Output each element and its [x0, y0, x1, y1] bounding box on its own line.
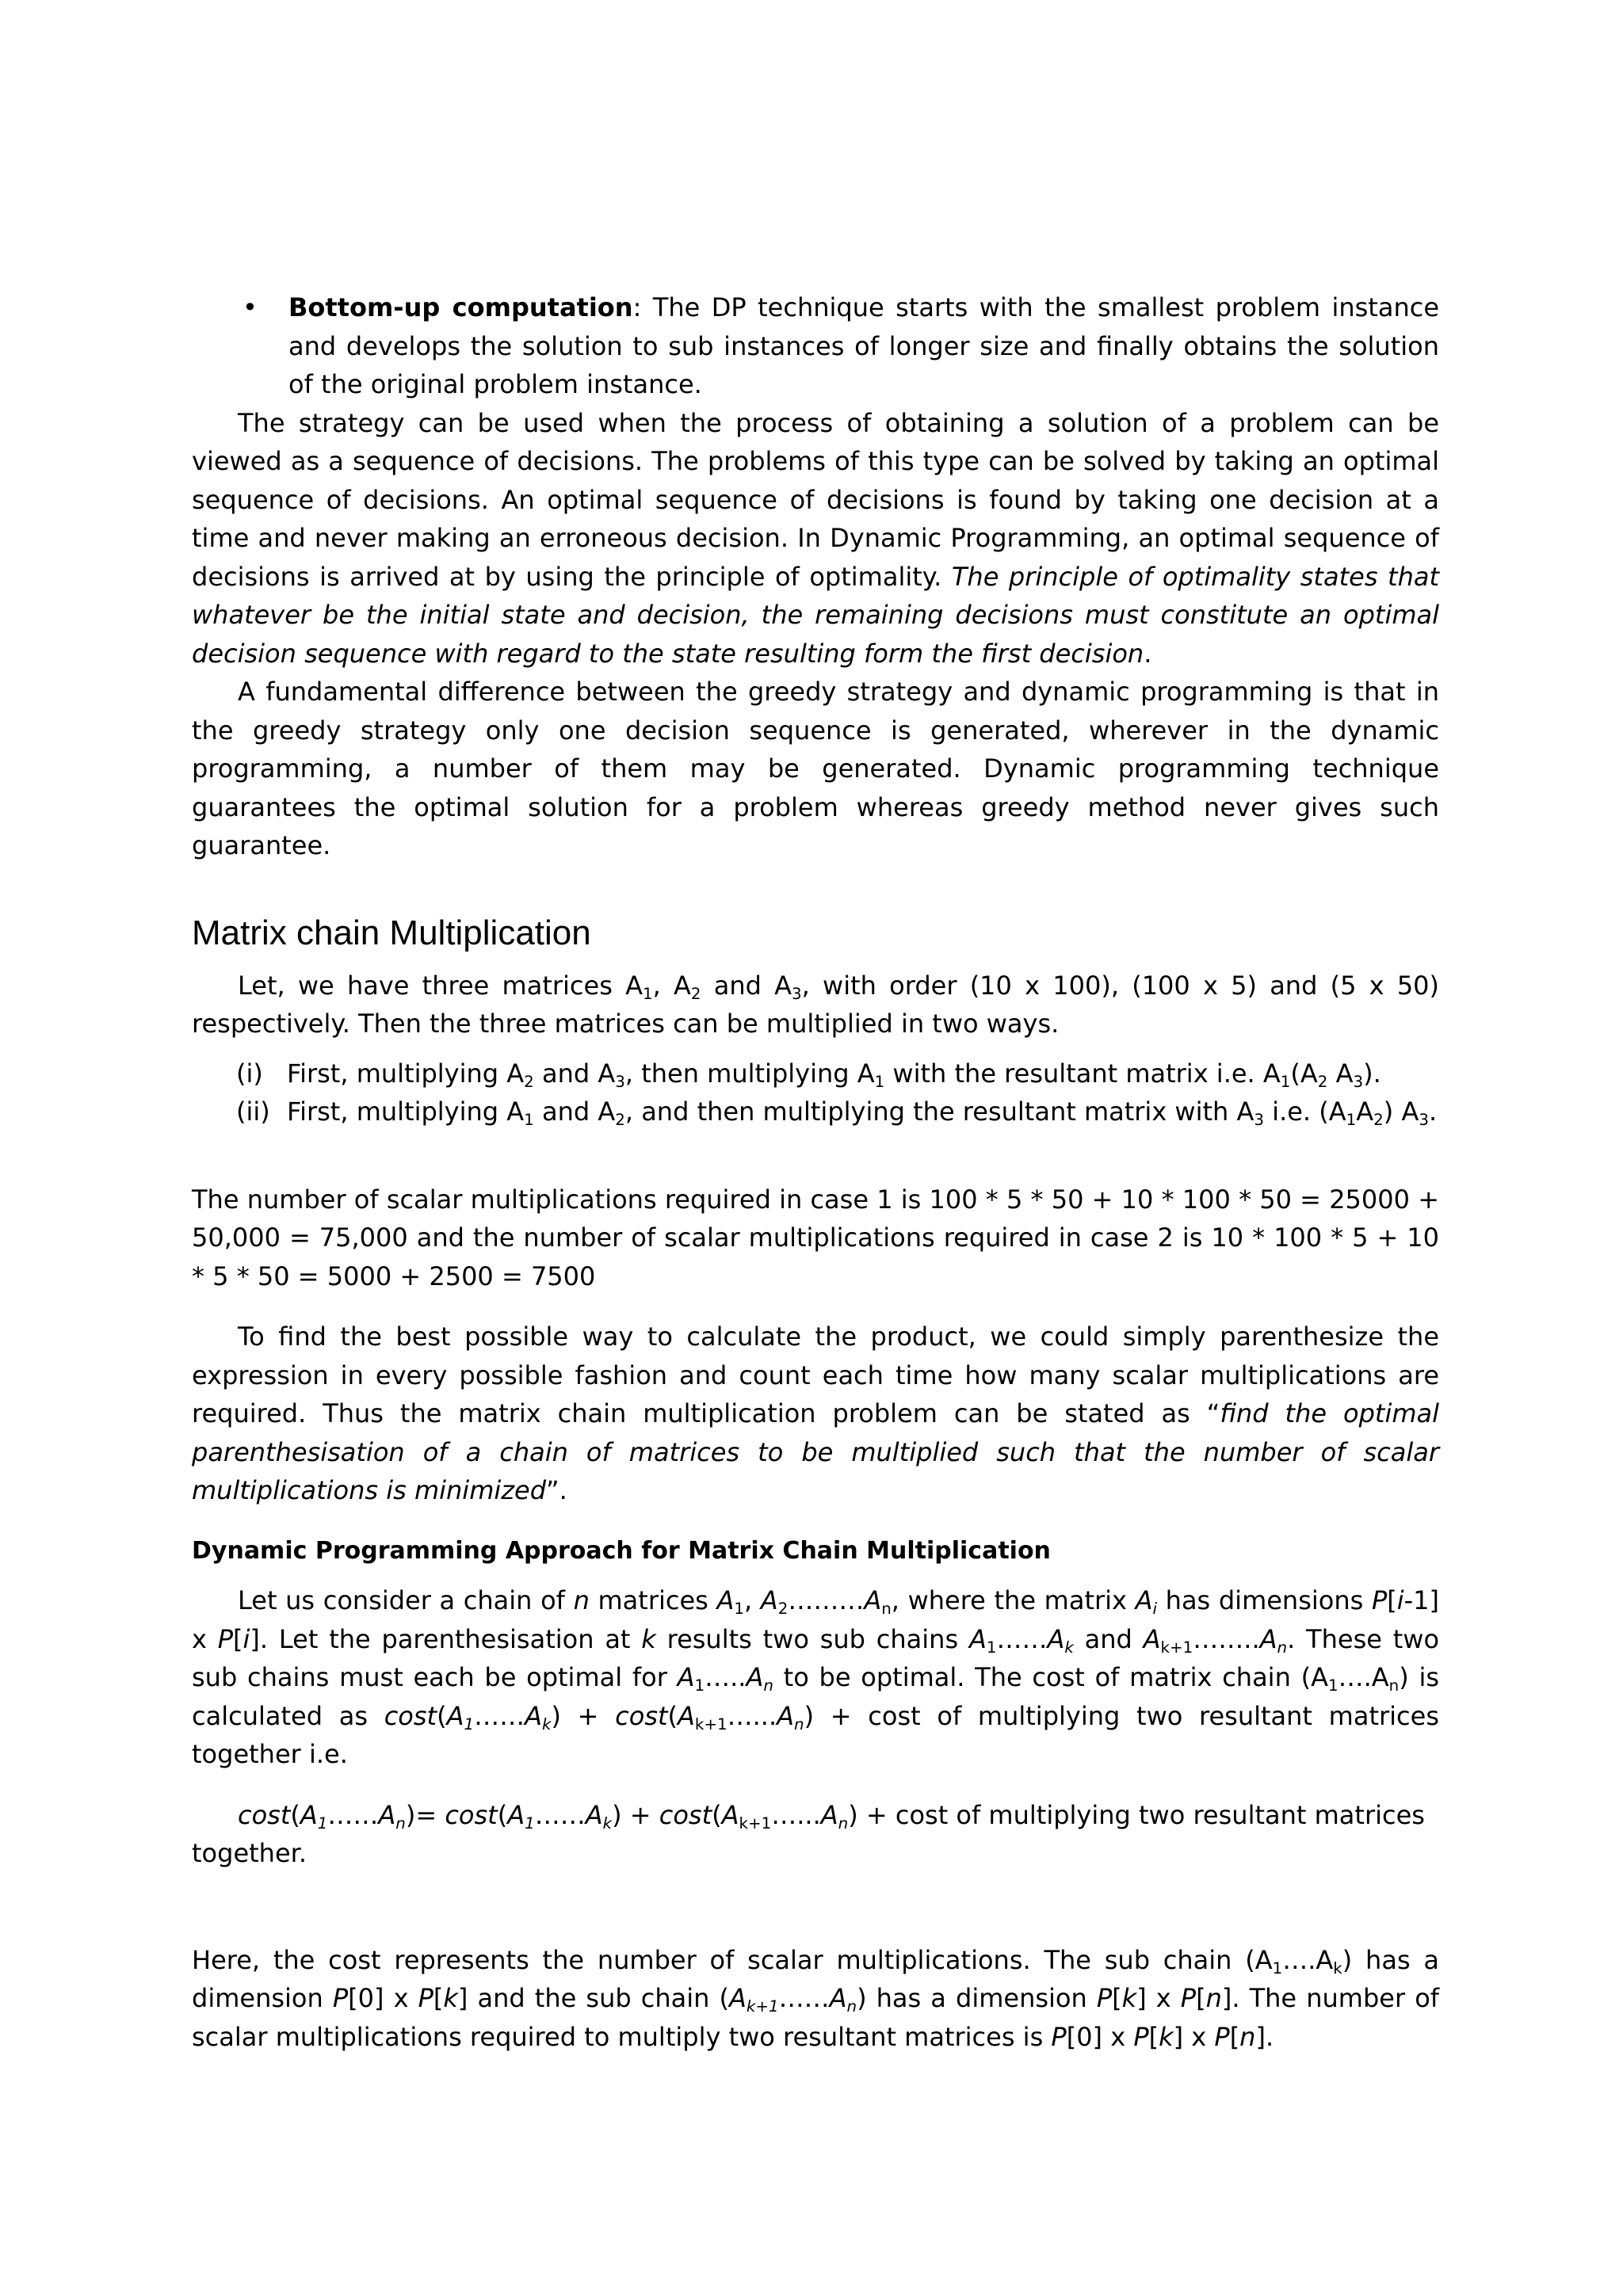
sub: 1: [734, 1599, 744, 1618]
text: . These two sub chains must each be optimal for: [192, 1623, 1440, 1692]
text: -1] x: [192, 1585, 1440, 1654]
sub: 1: [694, 1676, 705, 1695]
paragraph-scalar-count: The number of scalar multiplications required in case 1 is 100 * 5 * 50 + 10 * 100 * 50 = 25000 + 50,000 = 75,000 and the number of scalar multiplications required in case 2 is 10 * 100 * 5 + 10 * 5 * 50 = 5000 + 2500 = 7500: [192, 1184, 1439, 1291]
bullet-icon: •: [242, 292, 258, 322]
text: has dimensions: [1157, 1585, 1372, 1615]
text: , where the matrix: [891, 1585, 1136, 1615]
text: (: [437, 1700, 447, 1731]
text: [: [1387, 1585, 1397, 1615]
sub: 3: [1353, 1072, 1364, 1091]
var: A: [446, 1700, 464, 1731]
var: A: [378, 1799, 396, 1830]
var: P: [1133, 2021, 1149, 2052]
var: i: [242, 1623, 250, 1654]
page-content: [192, 288, 1439, 2056]
paragraph-dp-approach: [192, 1581, 1439, 1774]
text: (: [712, 1799, 722, 1830]
text: matrices: [589, 1585, 717, 1615]
text: results two sub chains: [655, 1623, 969, 1654]
sub: 2: [777, 1599, 789, 1618]
principle-of-optimality-text: The principle of optimality states that whatever be the initial state and decision, the remaining decisions must constitute an optimal decision sequence with regard to the state resulting form the first decision: [192, 561, 1440, 669]
var: A: [864, 1585, 882, 1615]
text: [: [1229, 2021, 1240, 2052]
var: P: [1096, 1983, 1113, 2013]
text: , A: [652, 970, 691, 1001]
sub: k: [1064, 1638, 1074, 1657]
text: , and then multiplying the resultant matrix with A: [624, 1097, 1254, 1127]
var: A: [729, 1983, 747, 2013]
paragraph-text: The strategy can be used when the process of obtaining a solution of a problem can be viewed as a sequence of decisions. The problems of this type can be solved by taking an optimal sequence of decisions. An optimal sequence of decisions is found by taking one decision at a time and never making an erroneous decision. In Dynamic Programming, an optimal sequence of decisions is arrived at by using the principle of optimality.: [192, 407, 1439, 592]
var: P: [1371, 1585, 1388, 1615]
sub: 1: [1327, 1676, 1338, 1695]
list-number: (i): [236, 1058, 263, 1089]
text: A: [1371, 1662, 1389, 1692]
var: P: [1051, 2021, 1067, 2052]
text: , then multiplying A: [624, 1058, 875, 1089]
var: P: [418, 1983, 433, 2013]
sub: i: [1152, 1599, 1158, 1618]
sub: 2: [1373, 1110, 1384, 1129]
text: [: [1112, 1983, 1122, 2013]
var: A: [525, 1700, 542, 1731]
sub: 1: [524, 1110, 534, 1129]
sub: 2: [1317, 1072, 1328, 1091]
text: and A: [533, 1058, 616, 1089]
sub: 3: [792, 984, 802, 1003]
var: A: [760, 1585, 778, 1615]
text: .: [1428, 1097, 1438, 1127]
text: ]. The number of scalar multiplications required to multiply two resultant matrices is: [192, 1983, 1440, 2052]
text: A: [1316, 1944, 1334, 1975]
var: A: [820, 1799, 838, 1830]
paragraph-end: .: [1144, 638, 1152, 669]
bullet-text: : The DP technique starts with the smallest problem instance and develops the solution to sub instances of longer size and finally obtains the solution of the original problem instance.: [288, 292, 1440, 399]
var: A: [678, 1700, 695, 1731]
text: Let us consider a chain of: [238, 1585, 574, 1615]
var: A: [716, 1585, 735, 1615]
sub: 3: [1419, 1110, 1429, 1129]
paragraph-cost-meaning: [192, 1941, 1439, 2057]
text: First, multiplying A: [287, 1097, 525, 1127]
paragraph-intro: [192, 967, 1439, 1043]
var: A: [300, 1799, 318, 1830]
sub: n: [794, 1714, 804, 1733]
problem-statement-text: find the optimal parenthesisation of a chain of matrices to be multiplied such that the number of scalar multiplications is minimized: [192, 1398, 1440, 1505]
text: …...: [727, 1700, 777, 1731]
text: …..: [705, 1662, 747, 1692]
text: ) A: [1383, 1097, 1419, 1127]
list-item: [192, 1055, 1439, 1093]
ways-list: [192, 1055, 1439, 1131]
sub: 1: [642, 984, 653, 1003]
text: ) + cost of multiplying two resultant matrices together.: [192, 1799, 1425, 1868]
var: P: [217, 1623, 234, 1654]
var: A: [746, 1662, 764, 1692]
var: A: [1135, 1585, 1153, 1615]
var: A: [1259, 1623, 1277, 1654]
paragraph-greedy-vs-dp: A fundamental difference between the greedy strategy and dynamic programming is that in the greedy strategy only one decision sequence is generated, wherever in the dynamic programming, a number of them may be generated. Dynamic programming technique guarantees the optimal solution for a problem whereas greedy method never gives such guarantee.: [192, 677, 1439, 860]
sub: 2: [524, 1072, 534, 1091]
list-item: [192, 1093, 1439, 1131]
text: and: [1073, 1623, 1144, 1654]
sub: n: [395, 1814, 406, 1833]
sub: n: [881, 1599, 892, 1618]
text: and A: [701, 970, 792, 1001]
sub: 1: [525, 1814, 535, 1833]
sub: 3: [1254, 1110, 1264, 1129]
text: ….: [1282, 1944, 1316, 1975]
var: A: [1047, 1623, 1065, 1654]
var: k: [1121, 1983, 1137, 2013]
text: ……: [996, 1623, 1048, 1654]
text: [: [1148, 2021, 1159, 2052]
subsection-heading: Dynamic Programming Approach for Matrix Chain Multiplication: [192, 1536, 1051, 1565]
text: ……: [778, 1983, 830, 2013]
sub: 1: [464, 1714, 475, 1733]
text: …...: [771, 1799, 821, 1830]
var: A: [829, 1983, 847, 2013]
sub: 1: [874, 1072, 885, 1091]
sub: n: [1388, 1676, 1400, 1695]
sub: 1: [1272, 1958, 1283, 1978]
sub: 1: [317, 1814, 328, 1833]
sub: k+1: [746, 1997, 779, 2016]
text: i.e. (A: [1264, 1097, 1346, 1127]
text: (: [497, 1799, 508, 1830]
var: A: [1143, 1623, 1161, 1654]
text: [: [433, 1983, 444, 2013]
text: [: [233, 1623, 243, 1654]
var: P: [1180, 1983, 1197, 2013]
var: n: [573, 1585, 590, 1615]
sub: k+1: [694, 1714, 727, 1733]
text: [0] x: [1066, 2021, 1134, 2052]
text: ] x: [1173, 2021, 1215, 2052]
text: ]: [250, 1623, 260, 1654]
text: First, multiplying A: [287, 1058, 525, 1089]
sub: k+1: [1160, 1638, 1193, 1657]
text: A: [1356, 1097, 1374, 1127]
text: Let, we have three matrices A: [238, 970, 643, 1001]
text: )=: [405, 1799, 445, 1830]
text: is calculated as: [192, 1662, 1440, 1731]
var: i: [1396, 1585, 1404, 1615]
text: ……: [534, 1799, 586, 1830]
var: A: [968, 1623, 987, 1654]
text: (: [290, 1799, 300, 1830]
text: A: [1311, 1662, 1328, 1692]
text: ,: [743, 1585, 761, 1615]
text: ) has a dimension: [857, 1983, 1097, 2013]
var: A: [721, 1799, 739, 1830]
sub: 1: [986, 1638, 997, 1657]
sub: 3: [615, 1072, 625, 1091]
text: ) +: [551, 1700, 616, 1731]
text: [: [1196, 1983, 1206, 2013]
var: cost: [445, 1799, 498, 1830]
sub: k+1: [739, 1814, 772, 1833]
text: ……..: [1193, 1623, 1260, 1654]
var: A: [777, 1700, 795, 1731]
var: cost: [659, 1799, 712, 1830]
var: A: [677, 1662, 695, 1692]
var: cost: [238, 1799, 291, 1830]
text: (: [667, 1700, 678, 1731]
var: A: [507, 1799, 525, 1830]
text: [0] x: [348, 1983, 418, 2013]
sub: k: [541, 1714, 552, 1733]
text: ……: [327, 1799, 379, 1830]
text: ”.: [546, 1475, 567, 1505]
text: ….: [1338, 1662, 1372, 1692]
text: To find the best possible way to calculate the product, we could simply parenthesize the expression in every possible fashion and count each time how many scalar multiplications are required. Thus the matrix chain multiplication problem can be stated as “: [192, 1322, 1439, 1428]
var: A: [585, 1799, 603, 1830]
sub: 2: [690, 984, 701, 1003]
text: ) has a dimension: [192, 1944, 1439, 2013]
sub: k: [602, 1814, 613, 1833]
var: P: [1214, 2021, 1230, 2052]
text: ].: [1255, 2021, 1274, 2052]
text: ).: [1363, 1058, 1381, 1089]
var: cost: [384, 1700, 437, 1731]
sub: k: [1333, 1958, 1342, 1978]
text: . Let the parenthesisation at: [259, 1623, 642, 1654]
text: ………: [788, 1585, 865, 1615]
paragraph-find-best: [192, 1318, 1439, 1510]
text: to be optimal. The cost of matrix chain (: [773, 1662, 1312, 1692]
sub: n: [763, 1676, 773, 1695]
list-number: (ii): [236, 1097, 270, 1127]
sub: n: [1277, 1638, 1288, 1657]
sub: n: [846, 1997, 857, 2016]
var: k: [443, 1983, 458, 2013]
var: k: [1159, 2021, 1174, 2052]
bullet-term: Bottom-up computation: [288, 292, 633, 322]
sub: 1: [1346, 1110, 1357, 1129]
text: ] and the sub chain (: [457, 1983, 729, 2013]
text: and A: [533, 1097, 616, 1127]
sub: 2: [615, 1110, 625, 1129]
var: n: [1239, 2021, 1256, 2052]
var: P: [332, 1983, 349, 2013]
text: ) + cost of multiplying two resultant matrices together i.e.: [192, 1700, 1440, 1769]
text: (A: [1290, 1058, 1318, 1089]
text: ) +: [612, 1799, 659, 1830]
var: cost: [615, 1700, 668, 1731]
paragraph-strategy: [192, 404, 1439, 673]
sub: n: [838, 1814, 849, 1833]
text: with the resultant matrix i.e. A: [884, 1058, 1281, 1089]
var: n: [1205, 1983, 1222, 2013]
text: ] x: [1136, 1983, 1181, 2013]
text: ……: [474, 1700, 525, 1731]
text: ): [1399, 1662, 1409, 1692]
text: A: [1327, 1058, 1354, 1089]
text: Here, the cost represents the number of scalar multiplications. The sub chain (A: [192, 1944, 1273, 1975]
text: , with order (10 x 100), (100 x 5) and (5 x 50) respectively. Then the three matrices can be multiplied in two ways.: [192, 970, 1440, 1039]
bullet-item-bottom-up: [192, 288, 1439, 404]
sub: 1: [1280, 1072, 1291, 1091]
cost-formula: [192, 1796, 1439, 1873]
section-heading: Matrix chain Multiplication: [192, 913, 591, 952]
var: k: [641, 1623, 656, 1654]
